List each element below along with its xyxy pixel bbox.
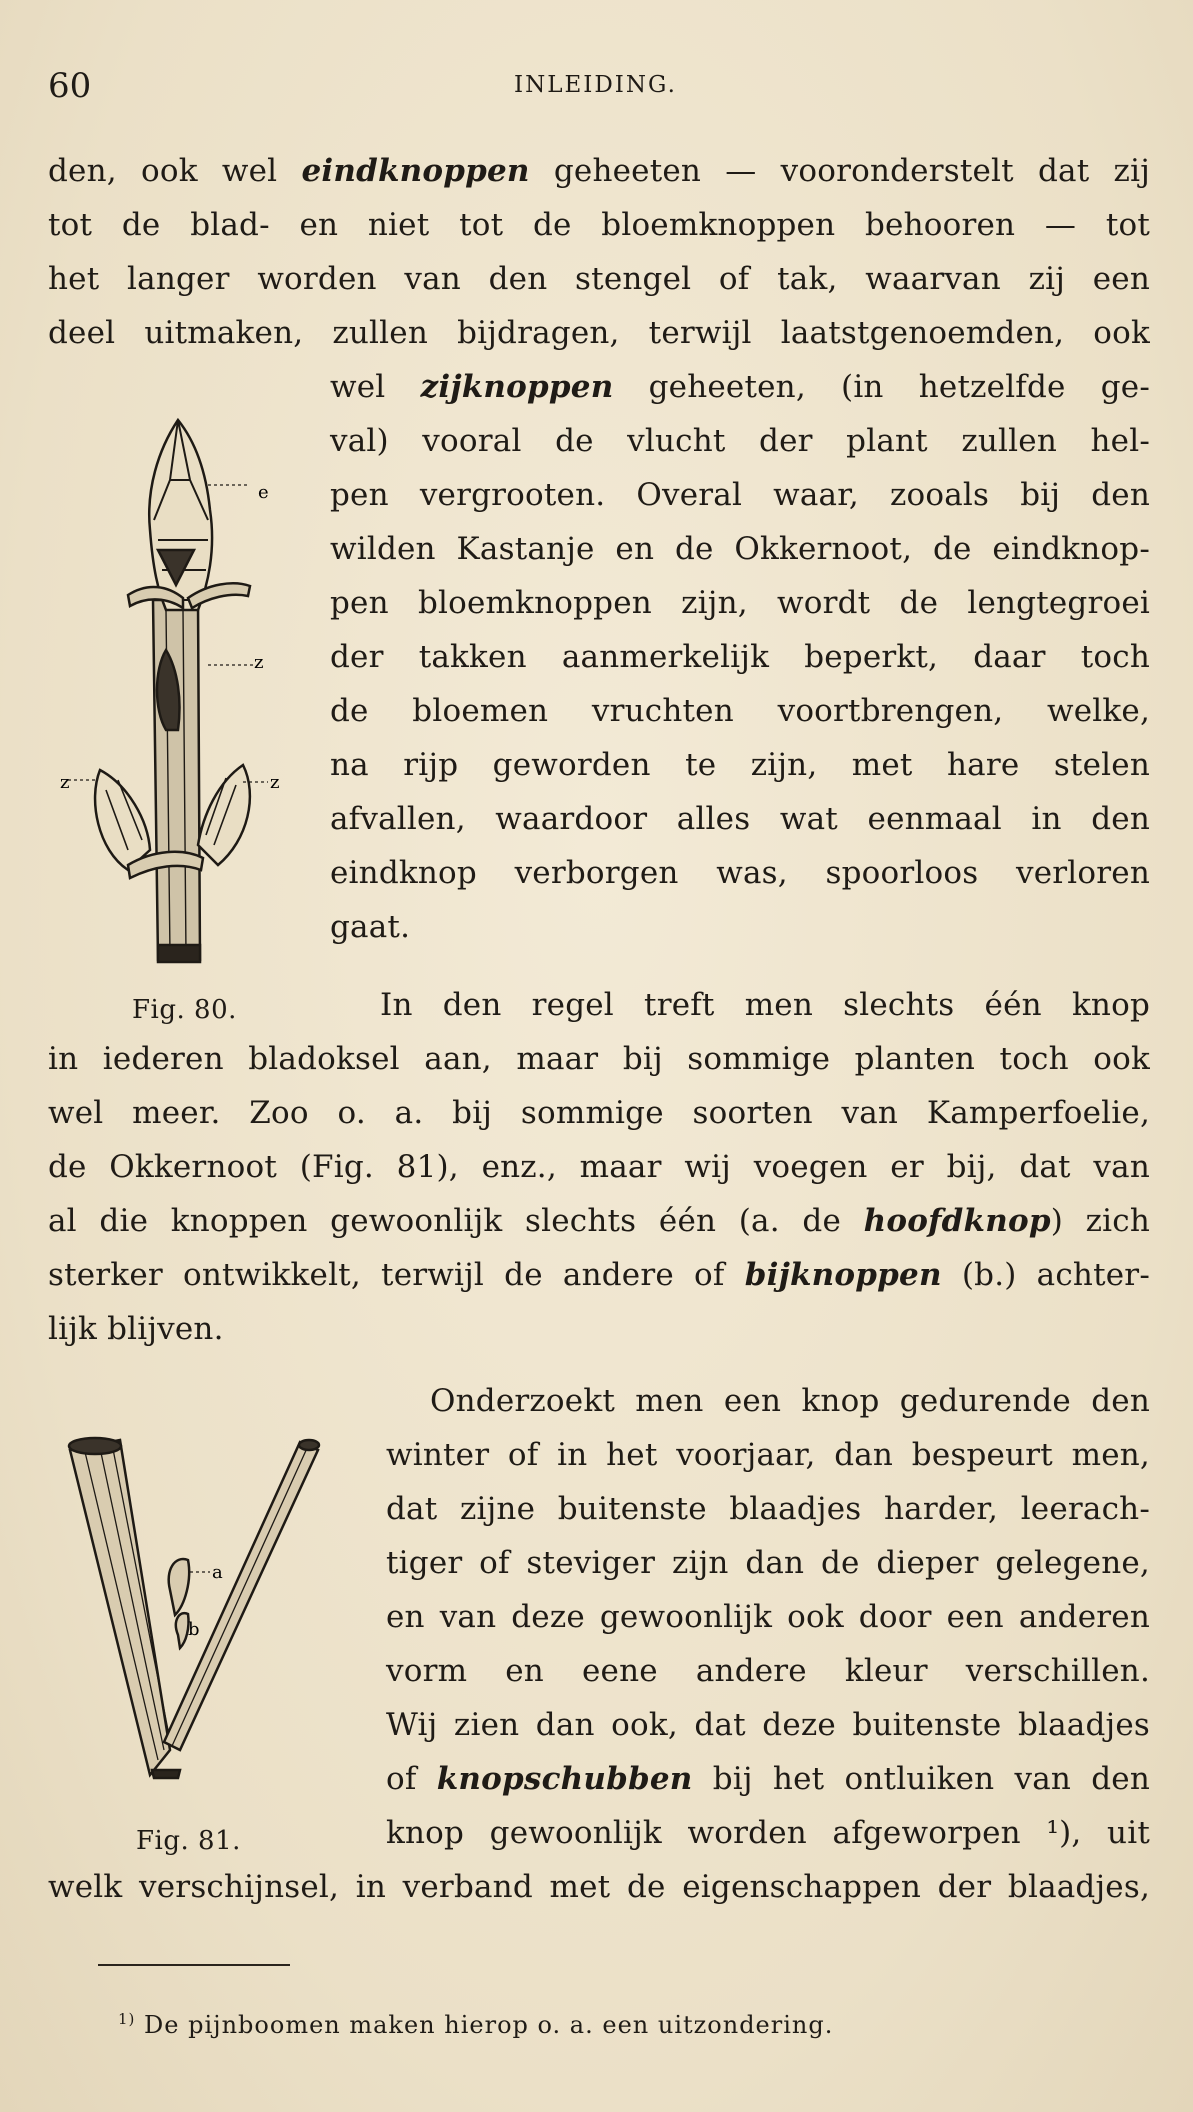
text-line: deel uitmaken, zullen bijdragen, terwijl laatstgenoemden, ook: [48, 315, 1150, 351]
right-branch-shape: [164, 1442, 318, 1750]
text-line: eindknop verborgen was, spoorloos verloren: [330, 855, 1150, 891]
text-line: afvallen, waardoor alles wat eenmaal in den: [330, 801, 1150, 837]
text-line: welk verschijnsel, in verband met de eigenschappen der blaadjes,: [48, 1869, 1150, 1905]
footnote-marker: 1): [118, 2010, 136, 2028]
text-line: winter of in het voorjaar, dan bespeurt men,: [386, 1437, 1150, 1473]
text-line: tot de blad- en niet tot de bloemknoppen behooren — tot: [48, 207, 1150, 243]
page-number: 60: [48, 66, 92, 106]
figure-80-branch-tip: [58, 410, 298, 970]
text-line: en van deze gewoonlijk ook door een anderen: [386, 1599, 1150, 1635]
stem-shape: [153, 600, 200, 960]
text-line: of knopschubben bij het ontluiken van den: [386, 1761, 1151, 1797]
figure-81-forked-twig: [60, 1430, 350, 1780]
forked-twig-illustration: [60, 1430, 350, 1780]
footnote-rule: [98, 1964, 290, 1966]
figure-caption-81: Fig. 81.: [136, 1826, 241, 1856]
text-line: na rijp geworden te zijn, met hare stelen: [330, 747, 1150, 783]
figure-caption-80: Fig. 80.: [132, 995, 237, 1025]
terminal-bud-shape: [149, 420, 212, 610]
emphasis-term: bijknoppen: [744, 1257, 942, 1293]
lower-left-bud-shape: [95, 770, 150, 870]
emphasis-term: zijknoppen: [420, 369, 614, 405]
text-line: tiger of steviger zijn dan de dieper gelegene,: [386, 1545, 1150, 1581]
fig81-label-b: b: [188, 1619, 200, 1640]
lower-right-bud-shape: [198, 765, 250, 865]
text-line: wel meer. Zoo o. a. bij sommige soorten van Kamperfoelie,: [48, 1095, 1150, 1131]
text-line: pen bloemknoppen zijn, wordt de lengtegroei: [330, 585, 1150, 621]
text-line: der takken aanmerkelijk beperkt, daar toch: [330, 639, 1150, 675]
text-line: sterker ontwikkelt, terwijl de andere of bijknoppen (b.) achter-: [48, 1257, 1150, 1293]
fig80-label-z-left: z: [60, 772, 70, 793]
text-line: het langer worden van den stengel of tak, waarvan zij een: [48, 261, 1150, 297]
emphasis-term: eindknoppen: [301, 153, 530, 189]
footnote: [118, 2010, 833, 2039]
text-line: wel zijknoppen geheeten, (in hetzelfde ge-: [330, 369, 1150, 405]
fig80-label-z-right: z: [270, 772, 280, 793]
text-line: al die knoppen gewoonlijk slechts één (a. de hoofdknop) zich: [48, 1203, 1150, 1239]
running-head: INLEIDING.: [514, 72, 677, 98]
footnote-text: De pijnboomen maken hierop o. a. een uitzondering.: [144, 2011, 834, 2039]
emphasis-term: knopschubben: [436, 1761, 693, 1797]
secondary-bud-b-shape: [176, 1613, 189, 1648]
text-line: in iederen bladoksel aan, maar bij sommige planten toch ook: [48, 1041, 1150, 1077]
text-line: In den regel treft men slechts één knop: [380, 987, 1150, 1023]
text-line: pen vergrooten. Overal waar, zooals bij den: [330, 477, 1150, 513]
main-bud-a-shape: [169, 1559, 189, 1615]
fig80-label-z-upper: z: [254, 652, 264, 673]
text-line: Onderzoekt men een knop gedurende den: [430, 1383, 1150, 1419]
fig80-label-e: e: [258, 482, 269, 503]
text-line: lijk blijven.: [48, 1311, 224, 1347]
text-line: val) vooral de vlucht der plant zullen hel-: [330, 423, 1150, 459]
text-line: vorm en eene andere kleur verschillen.: [386, 1653, 1150, 1689]
fig81-label-a: a: [212, 1562, 223, 1583]
text-line: wilden Kastanje en de Okkernoot, de eindknop-: [330, 531, 1150, 567]
text-line: de bloemen vruchten voortbrengen, welke,: [330, 693, 1150, 729]
text-line: gaat.: [330, 909, 411, 945]
emphasis-term: hoofdknop: [863, 1203, 1051, 1239]
text-line: den, ook wel eindknoppen geheeten — vooronderstelt dat zij: [48, 153, 1151, 189]
left-branch-shape: [70, 1440, 170, 1775]
text-line: dat zijne buitenste blaadjes harder, leerach-: [386, 1491, 1150, 1527]
text-line: knop gewoonlijk worden afgeworpen ¹), uit: [386, 1815, 1150, 1851]
branch-tip-illustration: [58, 410, 298, 970]
text-line: de Okkernoot (Fig. 81), enz., maar wij voegen er bij, dat van: [48, 1149, 1150, 1185]
text-line: Wij zien dan ook, dat deze buitenste blaadjes: [386, 1707, 1150, 1743]
